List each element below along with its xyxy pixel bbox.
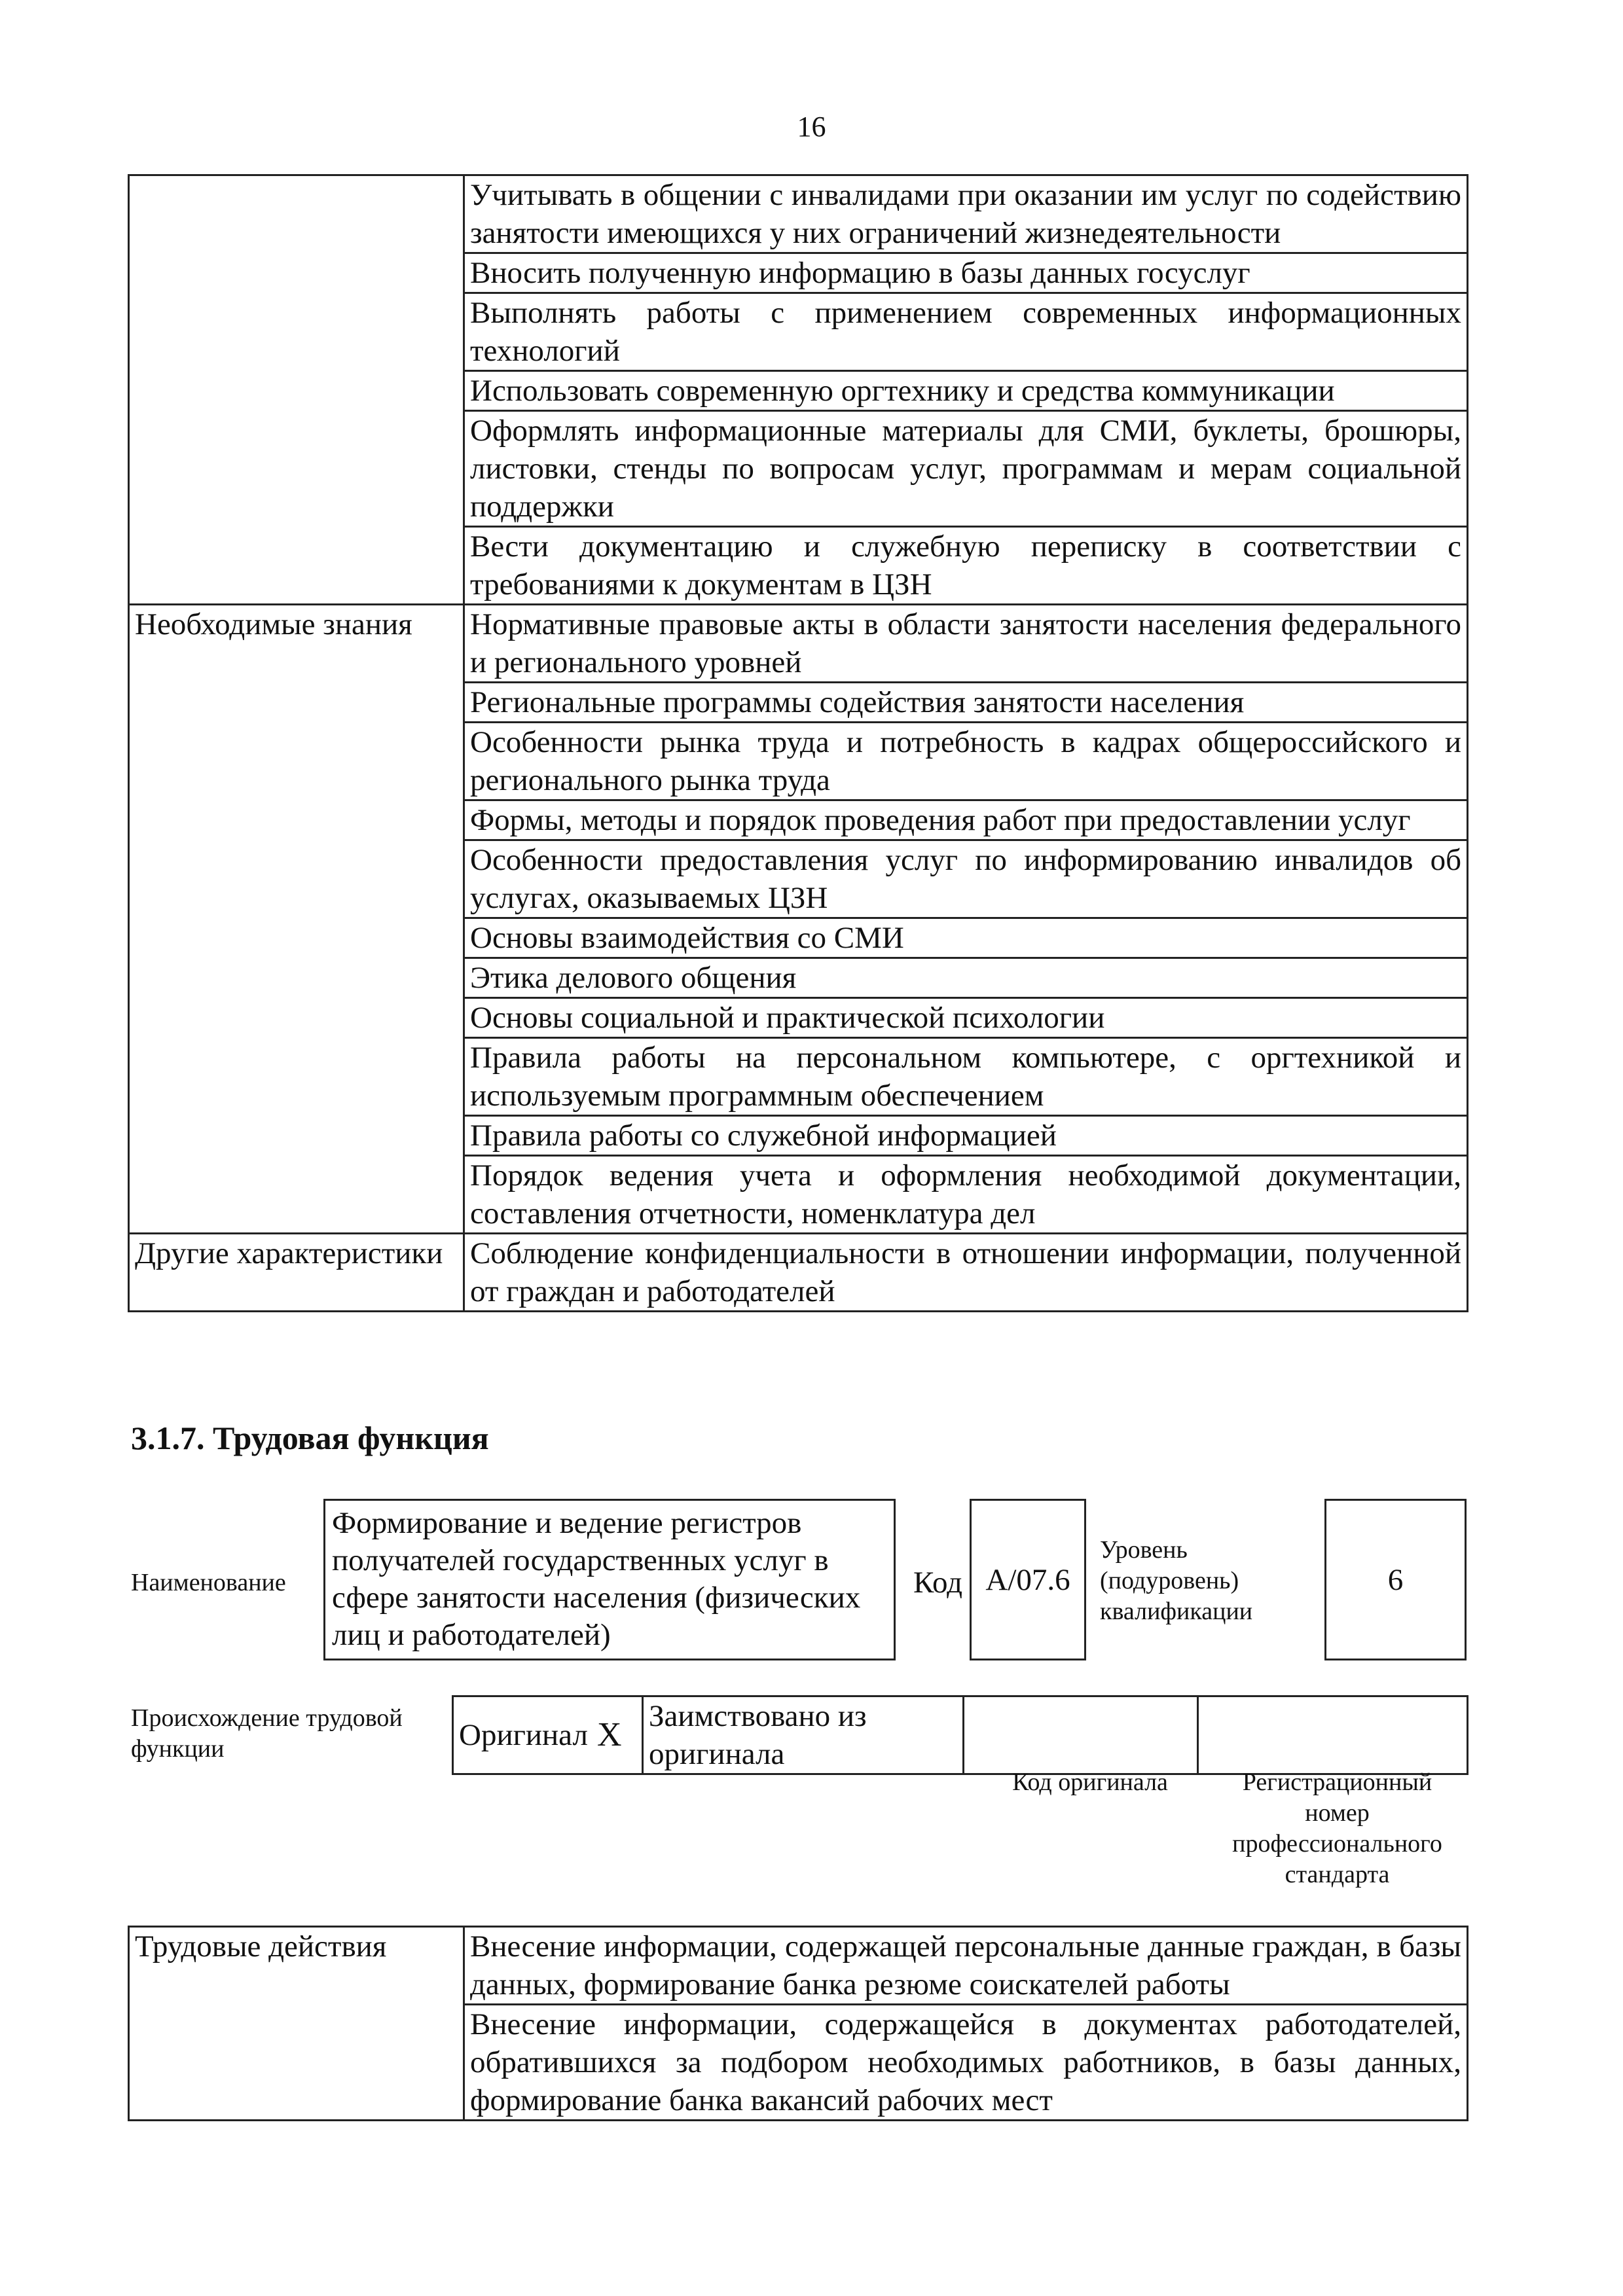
section-title: 3.1.7. Трудовая функция	[131, 1420, 489, 1456]
level-label: Уровень (подуровень) квалификации	[1100, 1536, 1253, 1625]
function-name-box: Формирование и ведение регистров получателей государственных услуг в сфере занятости населения (физических лиц и работодателей)	[323, 1499, 896, 1660]
other-characteristics-value: Соблюдение конфиденциальности в отношении информации, полученной от граждан и работодателей	[464, 1234, 1468, 1312]
level-value-box: 6	[1324, 1499, 1467, 1660]
skills-label-cell	[129, 175, 464, 605]
table-row	[453, 1696, 1468, 1774]
table-row	[129, 605, 1468, 683]
table-row	[129, 175, 1468, 253]
knowledge-label: Необходимые знания	[129, 605, 464, 1234]
name-label: Наименование	[131, 1569, 286, 1596]
skills-knowledge-table	[128, 174, 1468, 1312]
table-row	[129, 1927, 1468, 2005]
skill-item: Учитывать в общении с инвалидами при оказании им услуг по содействию занятости имеющихся у них ограничений жизнедеятельности	[464, 175, 1468, 253]
origin-label: Происхождение трудовой функции	[131, 1704, 403, 1763]
knowledge-item: Основы социальной и практической психологии	[464, 998, 1468, 1038]
knowledge-item: Особенности предоставления услуг по информированию инвалидов об услугах, оказываемых ЦЗН	[464, 840, 1468, 918]
code-origin-caption: Код оригинала	[1012, 1768, 1168, 1796]
knowledge-item: Порядок ведения учета и оформления необходимой документации, составления отчетности, номенклатура дел	[464, 1156, 1468, 1234]
knowledge-item: Основы взаимодействия со СМИ	[464, 918, 1468, 958]
table-row	[129, 1234, 1468, 1312]
code-value-box: А/07.6	[970, 1499, 1086, 1660]
origin-table	[452, 1695, 1468, 1775]
knowledge-item: Этика делового общения	[464, 958, 1468, 998]
action-item: Внесение информации, содержащейся в документах работодателей, обратившихся за подбором необходимых работников, в базы данных, формирование банка вакансий рабочих мест	[464, 2005, 1468, 2121]
knowledge-item: Нормативные правовые акты в области занятости населения федерального и регионального уровней	[464, 605, 1468, 683]
skill-item: Выполнять работы с применением современных информационных технологий	[464, 293, 1468, 371]
knowledge-item: Правила работы со служебной информацией	[464, 1116, 1468, 1156]
reg-number-cell	[1198, 1696, 1468, 1774]
code-origin-cell	[964, 1696, 1198, 1774]
skill-item: Оформлять информационные материалы для СМИ, буклеты, брошюры, листовки, стенды по вопросам услуг, программам и мерам социальной поддержки	[464, 411, 1468, 527]
action-item: Внесение информации, содержащей персональные данные граждан, в базы данных, формирование банка резюме соискателей работы	[464, 1927, 1468, 2005]
reg-number-caption: Регистрационный номер профессионального стандарта	[1232, 1768, 1442, 1888]
skill-item: Использовать современную оргтехнику и средства коммуникации	[464, 371, 1468, 411]
knowledge-item: Особенности рынка труда и потребность в кадрах общероссийского и регионального рынка труда	[464, 723, 1468, 800]
original-mark: X	[577, 1696, 643, 1774]
other-characteristics-label: Другие характеристики	[129, 1234, 464, 1312]
code-label: Код	[913, 1566, 963, 1600]
knowledge-item: Формы, методы и порядок проведения работ при предоставлении услуг	[464, 800, 1468, 840]
skill-item: Вести документацию и служебную переписку в соответствии с требованиями к документам в ЦЗН	[464, 527, 1468, 605]
page-number: 16	[797, 111, 826, 143]
actions-table	[128, 1926, 1468, 2121]
skill-item: Вносить полученную информацию в базы данных госуслуг	[464, 253, 1468, 293]
actions-label: Трудовые действия	[129, 1927, 464, 2121]
original-label: Оригинал	[453, 1696, 577, 1774]
knowledge-item: Региональные программы содействия занятости населения	[464, 683, 1468, 723]
knowledge-item: Правила работы на персональном компьютере, с оргтехникой и используемым программным обеспечением	[464, 1038, 1468, 1116]
borrowed-label: Заимствовано из оригинала	[643, 1696, 964, 1774]
